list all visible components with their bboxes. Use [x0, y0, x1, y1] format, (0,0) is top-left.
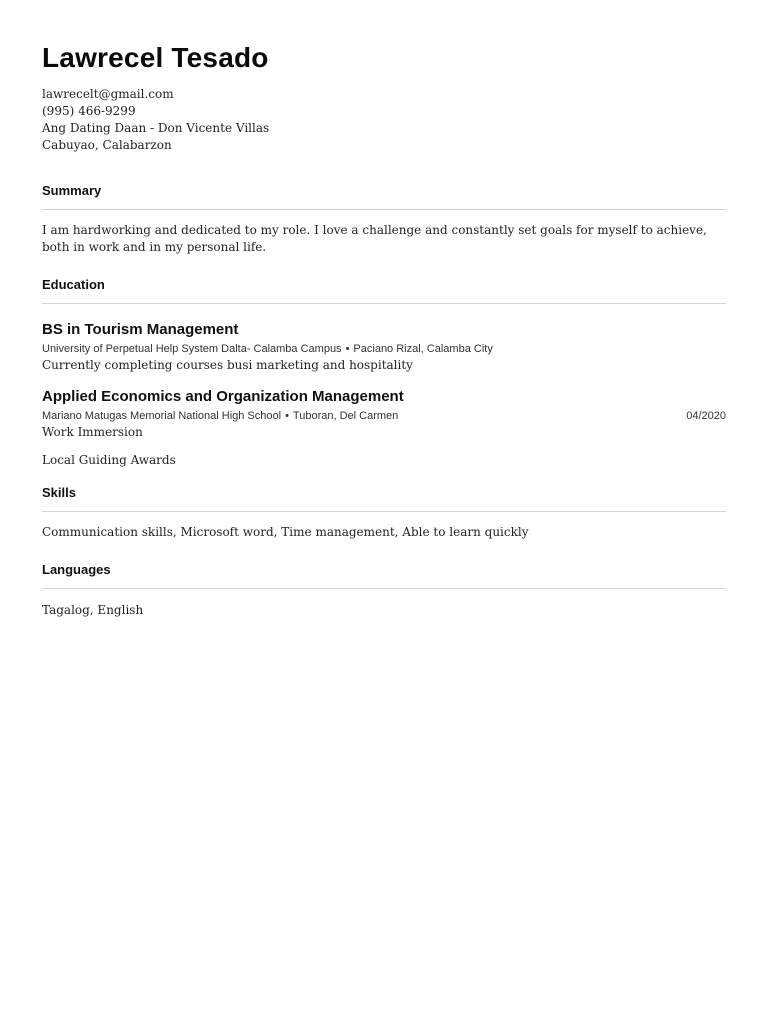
- education-school: Mariano Matugas Memorial National High School: [42, 410, 282, 422]
- phone-text: (995) 466-9299: [42, 104, 136, 118]
- education-extra: Local Guiding Awards: [42, 453, 176, 467]
- education-degree: BS in Tourism Management: [42, 321, 239, 338]
- education-degree: Applied Economics and Organization Management: [42, 388, 404, 405]
- education-date: 04/2020: [686, 410, 726, 422]
- education-heading: Education: [42, 277, 105, 292]
- education-meta: [42, 409, 726, 424]
- education-details: Currently completing courses busi marketing and hospitality: [42, 358, 413, 372]
- skills-text: Communication skills, Microsoft word, Time management, Able to learn quickly: [42, 525, 529, 539]
- languages-heading: Languages: [42, 562, 111, 577]
- education-location: Paciano Rizal, Calamba City: [353, 343, 493, 355]
- education-entry: [42, 321, 726, 374]
- languages-text: Tagalog, English: [42, 603, 144, 617]
- languages-divider: [42, 588, 726, 589]
- skills-divider: [42, 511, 726, 512]
- summary-section: [42, 183, 726, 256]
- education-school-location: [42, 342, 493, 357]
- summary-heading: Summary: [42, 183, 102, 198]
- education-school-location: [42, 409, 398, 424]
- address-line-1: Ang Dating Daan - Don Vicente Villas: [42, 121, 270, 135]
- candidate-name: Lawrecel Tesado: [42, 42, 269, 73]
- email-text: lawrecelt@gmail.com: [42, 87, 174, 101]
- separator-dot: •: [285, 410, 289, 422]
- education-school: University of Perpetual Help System Dalta- Calamba Campus: [42, 343, 342, 355]
- address-line-2: Cabuyao, Calabarzon: [42, 138, 172, 152]
- summary-text: I am hardworking and dedicated to my role. I love a challenge and constantly set goals for myself to achieve, both in work and in my personal life.: [42, 223, 707, 254]
- summary-divider: [42, 209, 726, 210]
- languages-section: [42, 562, 726, 619]
- separator-dot: •: [345, 343, 350, 355]
- resume-header: [42, 42, 726, 154]
- skills-heading: Skills: [42, 485, 76, 500]
- education-divider: [42, 303, 726, 304]
- education-entry: [42, 388, 726, 441]
- education-location: Tuboran, Del Carmen: [292, 410, 399, 422]
- education-section: [42, 277, 726, 469]
- education-details: Work Immersion: [42, 425, 143, 439]
- education-meta: [42, 342, 726, 357]
- skills-section: [42, 485, 726, 541]
